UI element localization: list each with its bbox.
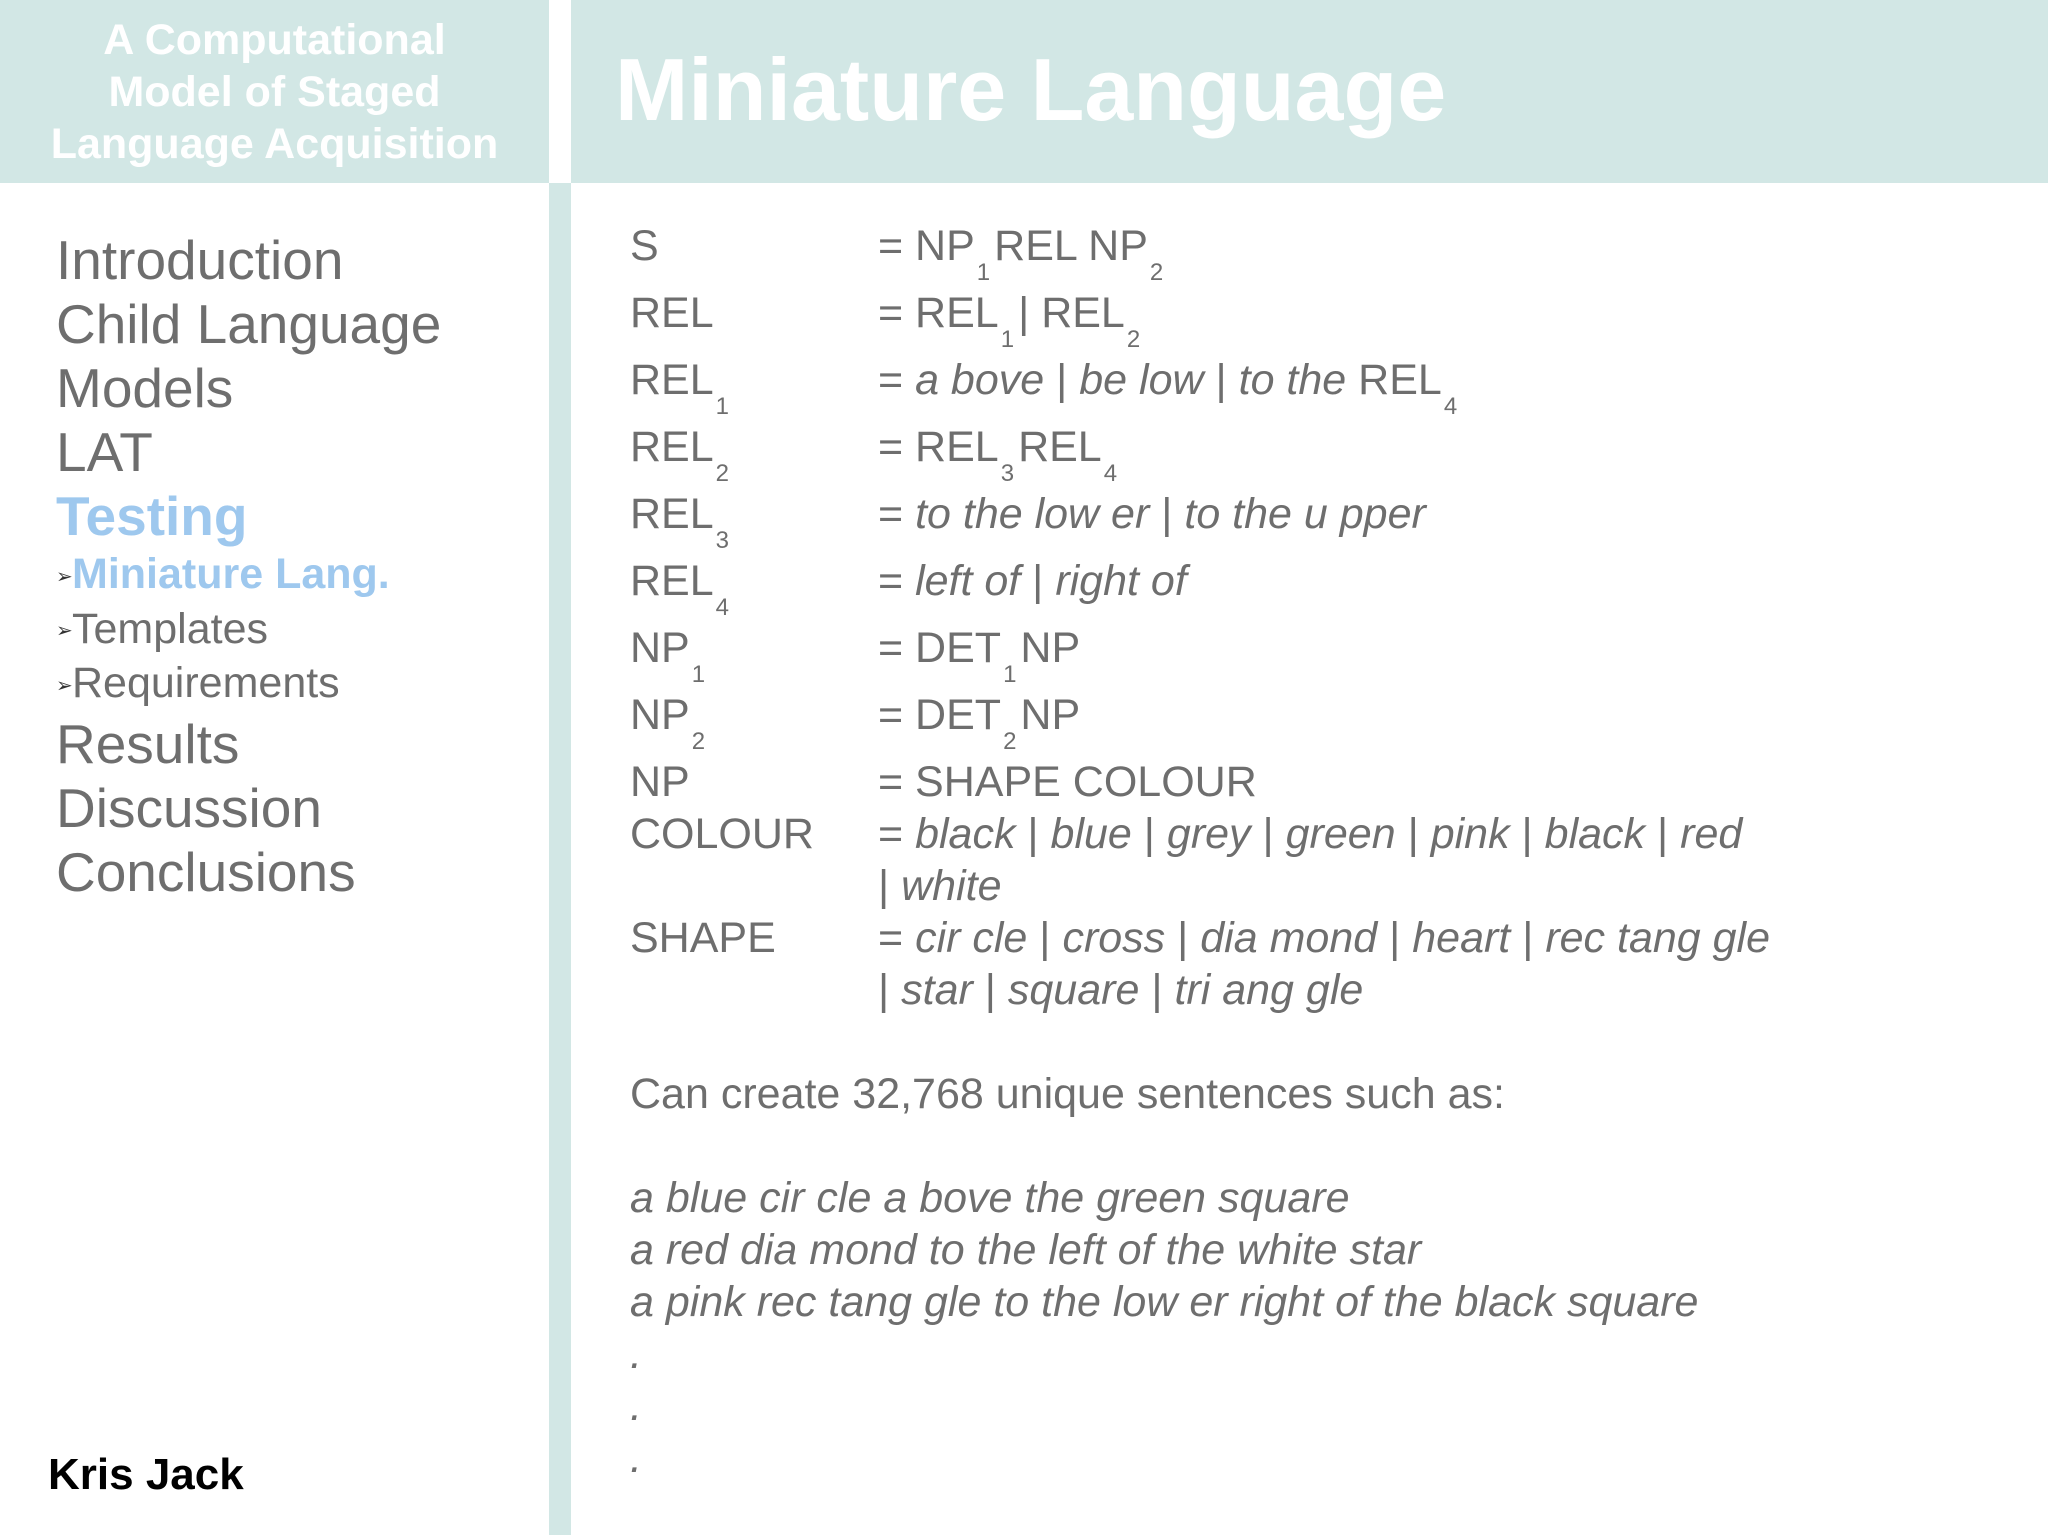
terminal-word: right of [1055, 557, 1187, 605]
arrow-bullet-icon: ➢ [56, 620, 73, 643]
separator: | [1149, 490, 1185, 538]
rule-rhs [878, 555, 1187, 607]
rule-lhs [630, 488, 733, 554]
separator: | [1510, 914, 1546, 962]
rule-lhs [630, 622, 709, 688]
rule-text: = [878, 914, 916, 962]
rule-line [878, 808, 1742, 860]
separator: | [972, 966, 1008, 1014]
slide-header [571, 0, 2048, 183]
rule-rhs [878, 354, 1461, 420]
summary-text: Can create 32,768 unique sentences such as: [630, 1070, 1505, 1118]
terminal-word: grey [1166, 810, 1251, 858]
terminal-word: to the low er [915, 490, 1150, 538]
slide-title: Miniature Language [615, 40, 1447, 139]
arrow-bullet-icon: ➢ [56, 565, 73, 588]
author-name: Kris Jack [48, 1450, 244, 1499]
rule-lhs: S [630, 222, 659, 270]
rule-text: = [878, 557, 916, 605]
subscript: 3 [715, 527, 730, 554]
separator: | [1645, 810, 1681, 858]
terminal-word: square [1007, 966, 1140, 1014]
nav-item-results[interactable]: Results [56, 712, 240, 775]
example-sentences [630, 1172, 2030, 1484]
rule-rhs [878, 912, 1770, 1016]
grammar-rule [630, 488, 2030, 555]
subscript: 1 [1003, 661, 1017, 688]
separator: | [1015, 810, 1051, 858]
nav-item-discussion[interactable]: Discussion [56, 776, 322, 839]
rule-rhs: = SHAPE COLOUR [878, 758, 1257, 806]
terminal-word: black [1544, 810, 1646, 858]
ellipsis-dot: . [630, 1330, 642, 1378]
terminal-word: to the [1238, 356, 1347, 404]
rule-rhs [878, 622, 1081, 688]
ellipsis-dot: . [630, 1434, 642, 1482]
terminal-word: rec tang gle [1545, 914, 1771, 962]
rule-text: NP [1020, 624, 1081, 672]
rule-text: = [878, 810, 916, 858]
terminal-word: to the u pper [1184, 490, 1426, 538]
arrow-bullet-icon: ➢ [56, 674, 73, 697]
section-nav [56, 228, 536, 904]
rule-lhs-text: REL [630, 557, 714, 605]
separator: | [1139, 966, 1175, 1014]
nav-item-conclusions[interactable]: Conclusions [56, 840, 356, 903]
rule-text: NP [1020, 691, 1081, 739]
deck-title-line: Language Acquisition [50, 119, 499, 168]
slide-content [630, 220, 2030, 1484]
subscript: 1 [715, 393, 730, 420]
grammar-rule [630, 622, 2030, 689]
terminal-word: dia mond [1200, 914, 1378, 962]
rule-text: = DET [878, 624, 1002, 672]
nav-item-testing[interactable]: Testing [56, 485, 248, 547]
rule-lhs: COLOUR [630, 810, 814, 858]
grammar-rule [630, 555, 2030, 622]
rule-lhs [630, 354, 733, 420]
nav-item-models[interactable]: Models [56, 357, 234, 419]
terminal-word: red [1680, 810, 1743, 858]
example-sentence: a blue cir cle a bove the green square [630, 1174, 1350, 1222]
terminal-word: cir cle [915, 914, 1028, 962]
rule-text: = REL [878, 289, 999, 337]
rule-text: = [878, 356, 916, 404]
rule-lhs [630, 421, 733, 487]
nav-item-child-language[interactable]: Child Language [56, 293, 442, 355]
rule-rhs [878, 808, 1742, 912]
rule-text: = DET [878, 691, 1002, 739]
subscript: 1 [976, 259, 991, 286]
subscript: 2 [1149, 259, 1164, 286]
nav-item-lat[interactable]: LAT [56, 421, 153, 483]
subscript: 2 [715, 460, 730, 487]
rule-lhs: REL [630, 289, 714, 337]
rule-lhs: NP [630, 758, 690, 806]
terminal-word: cross [1062, 914, 1166, 962]
terminal-word: green [1285, 810, 1396, 858]
rule-text: REL NP [994, 222, 1148, 270]
terminal-word: a bove [915, 356, 1045, 404]
subscript: 3 [1000, 460, 1015, 487]
rule-lhs-text: NP [630, 691, 690, 739]
terminal-word: star [901, 966, 973, 1014]
grammar-rule [630, 756, 2030, 808]
nav-item-introduction[interactable]: Introduction [56, 229, 344, 291]
terminal-word: pink [1430, 810, 1510, 858]
subscript: 4 [1103, 460, 1118, 487]
terminal-word: left of [915, 557, 1021, 605]
grammar-rule-colour [630, 808, 2030, 912]
grammar-rule [630, 689, 2030, 756]
rule-text: = REL [878, 423, 999, 471]
rule-rhs [878, 287, 1144, 353]
ellipsis-dot: . [630, 1382, 642, 1430]
nav-sub-label: Templates [72, 604, 268, 653]
grammar-rule [630, 354, 2030, 421]
rule-lhs-text: REL [630, 490, 714, 538]
separator: | [1131, 810, 1167, 858]
rule-lhs [630, 689, 709, 755]
rule-lhs-text: REL [630, 356, 714, 404]
separator: | [1509, 810, 1545, 858]
terminal-word: black [915, 810, 1016, 858]
separator: | [1027, 914, 1063, 962]
rule-text: = [878, 490, 916, 538]
nav-sub-templates[interactable] [56, 603, 536, 658]
rule-lhs: SHAPE [630, 914, 776, 962]
rule-text: | [878, 966, 902, 1014]
rule-lhs-text: REL [630, 423, 714, 471]
rule-text: | REL [1018, 289, 1125, 337]
rule-lhs [630, 555, 733, 621]
terminal-word: heart [1412, 914, 1511, 962]
separator: | [1020, 557, 1056, 605]
rule-rhs [878, 220, 1167, 286]
subscript: 2 [691, 728, 706, 755]
example-sentence: a pink rec tang gle to the low er right of the black square [630, 1278, 1699, 1326]
terminal-word: tri ang gle [1174, 966, 1364, 1014]
grammar-rule [630, 287, 2030, 354]
rule-text: | [878, 862, 902, 910]
rule-text: REL [1018, 423, 1102, 471]
separator: | [1203, 356, 1239, 404]
nav-sub-label: Requirements [72, 659, 340, 708]
separator: | [1250, 810, 1286, 858]
example-sentence: a red dia mond to the left of the white star [630, 1226, 1422, 1274]
rule-text: = NP [878, 222, 975, 270]
grammar-rule [630, 421, 2030, 488]
terminal-word: white [901, 862, 1002, 910]
separator: | [1165, 914, 1201, 962]
rule-lhs-text: NP [630, 624, 690, 672]
deck-title [0, 0, 549, 183]
rule-line [878, 912, 1770, 964]
terminal-word: be low [1079, 356, 1204, 404]
rule-line [878, 860, 1742, 912]
nav-sub-miniature-lang[interactable] [56, 548, 536, 603]
deck-title-line: A Computational [103, 15, 446, 64]
subscript: 4 [1443, 393, 1458, 420]
deck-title-line: Model of Staged [108, 67, 441, 116]
subscript: 2 [1126, 326, 1141, 353]
terminal-word: blue [1050, 810, 1132, 858]
nav-sub-requirements[interactable] [56, 657, 536, 712]
rule-rhs [878, 421, 1121, 487]
separator: | [1395, 810, 1431, 858]
separator: | [1377, 914, 1413, 962]
rule-text: REL [1346, 356, 1442, 404]
subscript: 2 [1003, 728, 1017, 755]
rule-rhs [878, 689, 1081, 755]
subscript: 1 [1000, 326, 1015, 353]
subscript: 1 [691, 661, 706, 688]
separator: | [1044, 356, 1080, 404]
rule-line [878, 964, 1770, 1016]
grammar-rule [630, 220, 2030, 287]
grammar-rule-shape [630, 912, 2030, 1016]
rule-rhs [878, 488, 1426, 540]
divider-bar [549, 183, 571, 1535]
nav-sub-label: Miniature Lang. [72, 550, 390, 598]
subscript: 4 [715, 594, 730, 621]
